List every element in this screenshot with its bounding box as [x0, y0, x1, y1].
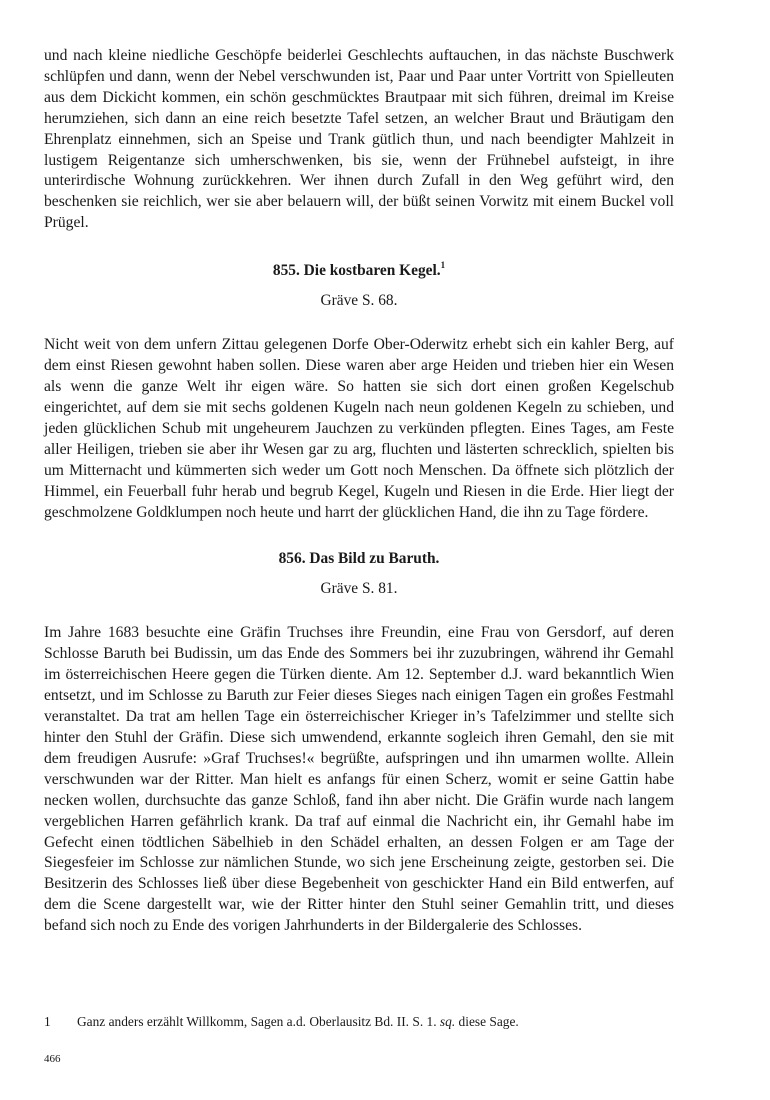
paragraph-baruth: Im Jahre 1683 besuchte eine Gräfin Truchses ihre Freundin, eine Frau von Gersdorf, auf deren Schlosse Baruth bei Budissin, um das Ende des Sommers bei ihr zuzubringen, während ihr Gemahl im österreichischen Heere gegen die Türken diente. Am 12. September d.J. ward bekanntlich Wien entsetzt, und im Schlosse zu Baruth zur Feier dieses Sieges nach einigen Tagen ein großes Festmahl veranstaltet. Da trat am hellen Tage ein österreichischer Krieger in’s Tafelzimmer und stellte sich hinter den Stuhl der Gräfin. Diese sich umwendend, erkannte sogleich ihren Gemahl, den sie mit dem freudigen Ausrufe: »Graf Truchses!« begrüßte, aufspringen und ihn umarmen wollte. Allein verschwunden war der Ritter. Man hielt es anfangs für einen Scherz, womit er seine Gattin habe necken wollen, durchsuchte das ganze Schloß, fand ihn aber nicht. Die Gräfin wurde nach langem vergeblichen Harren gefährlich krank. Da traf auf einmal die Nachricht ein, ihr Gemahl habe im Gefecht einen tödtlichen Säbelhieb in den Schädel erhalten, an dessen Folgen er am Tage der Siegesfeier im Schlosse zur nämlichen Stunde, wo sich jene Erscheinung zeigte, gestorben sei. Die Besitzerin des Schlosses ließ über diese Begebenheit von geschickter Hand ein Bild entwerfen, auf dem die Scene dargestellt war, wie der Ritter hinter den Stuhl seiner Gemahlin tritt, und dieses befand sich noch zu Ende des vorigen Jahrhunderts in der Bildergalerie des Schlosses. — [44, 624, 674, 935]
paragraph-kegel: Nicht weit von dem unfern Zittau gelegenen Dorfe Ober-Oderwitz erhebt sich ein kahler Berg, auf dem einst Riesen gewohnt haben sollen. Diese waren aber arge Heiden und trieben hier ein Wesen als wenn die ganze Welt ihr eigen wäre. So hatten sie sich dort einen großen Kegelschub eingerichtet, auf dem sie mit sechs goldenen Kugeln nach neun goldenen Kegeln zu schieben, und jeden glücklichen Schub mit ungeheurem Jauchzen zu verkünden pflegten. Eines Tages, am Feste aller Heiligen, trieben sie aber ihr Wesen gar zu arg, fluchten und lästerten schrecklich, spielten bis um Mitternacht und kümmerten sich weder um Gott noch Menschen. Da öffnete sich plötzlich der Himmel, ein Feuerball fuhr herab und begrub Kegel, Kugeln und Riesen in die Erde. Hier liegt der geschmolzene Goldklumpen noch heute und harrt der glücklichen Hand, die ihn zu Tage fördere. — [44, 336, 674, 521]
section-heading-855 — [44, 261, 674, 280]
footnote-reference[interactable]: 1 — [440, 260, 446, 271]
footnote-number: 1 — [44, 1014, 51, 1029]
footnote — [44, 1013, 684, 1031]
footnote-text-end: diese Sage. — [458, 1014, 519, 1029]
paragraph-continuation: und nach kleine niedliche Geschöpfe beiderlei Geschlechts auftauchen, in das nächste Buschwerk schlüpfen und dann, wenn der Nebel verschwunden ist, Paar und Paar unter Vortritt von Spielleuten aus dem Dickicht kommen, ein schön geschmücktes Brautpaar mit sich führen, dreimal im Kreise herumziehen, sich dann an eine reich besetzte Tafel setzen, an welcher Braut und Bräutigam den Ehrenplatz einnehmen, sich an Speise und Trank gütlich thun, und nach beendigter Mahlzeit in lustigem Reigentanze sich umherschwenken, bis sie, wenn der Frühnebel aufsteigt, in ihre unterirdische Wohnung zurückkehren. Wer ihnen durch Zufall in den Weg geführt wird, den beschenken sie reichlich, wer sie aber belauern will, der büßt seinen Vorwitz mit einem Buckel voll Prügel. — [44, 47, 674, 232]
section-title: 855. Die kostbaren Kegel. — [272, 262, 441, 280]
page-number: 466 — [44, 1053, 61, 1065]
section-source-855: Gräve S. 68. — [320, 292, 398, 310]
section-source-856: Gräve S. 81. — [320, 580, 398, 598]
footnote-text-italic: sq. — [439, 1014, 456, 1029]
footnote-text-start: Ganz anders erzählt Willkomm, Sagen a.d. Oberlausitz Bd. II. S. 1. — [77, 1014, 437, 1029]
page-body — [44, 46, 674, 937]
section-heading-856: 856. Das Bild zu Baruth. — [278, 550, 440, 568]
